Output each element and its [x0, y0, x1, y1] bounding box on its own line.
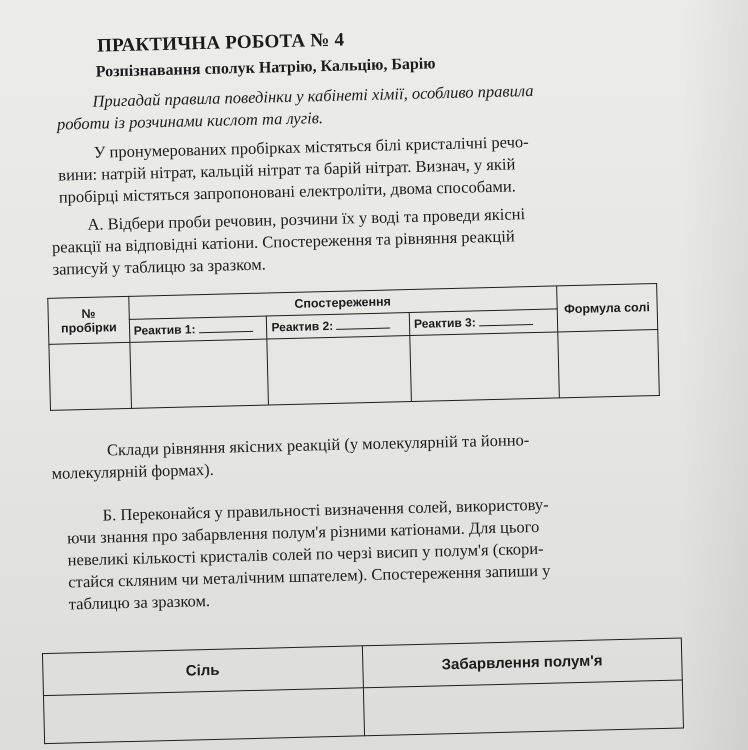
equations-paragraph: [51, 426, 672, 485]
text-line: Б. Переконайся у правильності визначення солей, використову-: [102, 494, 549, 525]
task-description-paragraph: [57, 128, 658, 209]
text-line: молекулярній формах).: [51, 459, 214, 483]
text-line: невеликі кількості кристалів солей по черзі висип у полум'я (скори-: [67, 538, 544, 570]
blank-line: [336, 318, 390, 330]
text-line: А. Відбери проби речовин, розчини їх у воді та проведи якісні: [87, 204, 526, 234]
method-a-paragraph: [51, 200, 652, 281]
text-line: вини: натрій нітрат, кальцій нітрат та барій нітрат. Визнач, у якій: [58, 154, 516, 185]
header-flame-color: Забарвлення полум'я: [362, 638, 682, 688]
page-subtitle: Розпізнавання сполук Натрію, Кальцію, Барію: [95, 55, 436, 81]
text-line: Пригадай правила поведінки у кабінеті хімії, особливо правила: [92, 80, 534, 111]
table-cell[interactable]: [49, 342, 131, 410]
table-cell[interactable]: [130, 339, 269, 408]
flame-color-table: [42, 637, 684, 744]
table-cell[interactable]: [410, 332, 559, 402]
header-salt: Сіль: [42, 646, 362, 696]
page-edge-shadow: [678, 0, 748, 750]
table-cell[interactable]: [43, 688, 364, 744]
blank-line: [199, 321, 253, 333]
reagent-2-label: Реактив 2:: [271, 318, 334, 335]
page-title: ПРАКТИЧНА РОБОТА № 4: [96, 29, 345, 57]
text-line: роботи із розчинами кислот та лугів.: [56, 108, 324, 134]
text-line: ючи знання про забарвлення полум'я різними катіонами. Для цього: [66, 516, 540, 548]
text-line: записуй у таблицю за зразком.: [52, 254, 267, 279]
table-row: [49, 329, 659, 410]
text-line: У пронумерованих пробірках містяться білі кристалічні речо-: [93, 132, 529, 162]
table-cell[interactable]: [267, 336, 411, 405]
method-b-paragraph: [66, 491, 679, 616]
blank-line: [479, 314, 533, 326]
header-observations: Спостереження: [128, 286, 556, 319]
reagent-3-label: Реактив 3:: [413, 315, 476, 331]
reagent-1-label: Реактив 1:: [133, 322, 196, 338]
observations-table: [47, 283, 660, 411]
page-content: [40, 0, 698, 750]
table-cell[interactable]: [363, 680, 684, 736]
text-line: стайся скляним чи металічним шпателем). Спостереження запиши у: [67, 560, 551, 592]
reagent-1-cell: [129, 316, 267, 342]
text-line: таблицю за зразком.: [68, 591, 211, 614]
header-tube-number: № пробірки: [48, 296, 130, 344]
text-line: Склади рівняння якісних реакцій (у молекулярній та йонно-: [106, 430, 530, 460]
text-line: реакції на відповідні катіони. Спостереження та рівняння реакцій: [51, 226, 515, 257]
text-line: пробірці містяться запропоновані електроліти, двома способами.: [58, 176, 517, 207]
intro-paragraph: [56, 77, 657, 136]
table-cell[interactable]: [557, 329, 659, 397]
header-salt-formula: Формула солі: [556, 283, 658, 331]
